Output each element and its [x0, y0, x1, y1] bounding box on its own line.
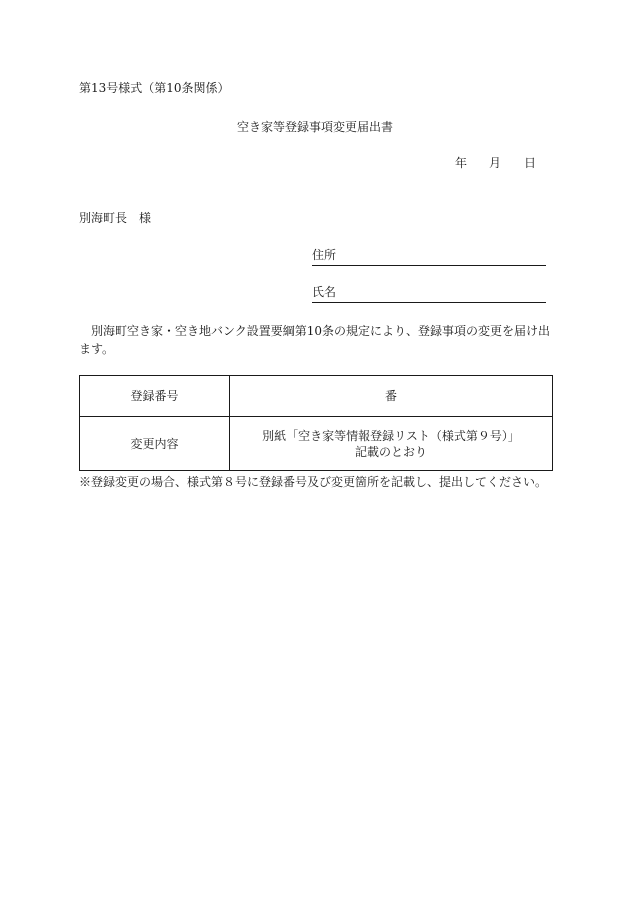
address-field[interactable] — [312, 248, 546, 266]
date-day-label: 日 — [524, 156, 537, 170]
change-content-line-1: 別紙「空き家等情報登録リスト（様式第９号）」 — [262, 428, 520, 443]
registration-table — [79, 375, 553, 471]
registration-number-suffix: 番 — [384, 389, 397, 403]
address-label: 住所 — [312, 248, 337, 262]
registration-number-label: 登録番号 — [80, 376, 230, 417]
addressee: 別海町長 様 — [79, 211, 152, 225]
date-month-label: 月 — [489, 156, 502, 170]
name-field[interactable] — [312, 285, 546, 303]
change-content-cell[interactable] — [230, 417, 553, 471]
name-label: 氏名 — [312, 285, 337, 299]
body-text: 別海町空き家・空き地バンク設置要綱第10条の規定により、登録事項の変更を届け出ます。 — [79, 324, 551, 356]
note-text: ※登録変更の場合、様式第８号に登録番号及び変更箇所を記載し、提出してください。 — [79, 475, 548, 489]
form-number: 第13号様式（第10条関係） — [79, 81, 230, 95]
document-title: 空き家等登録事項変更届出書 — [236, 120, 393, 134]
table-row — [80, 376, 553, 417]
change-content-label: 変更内容 — [80, 417, 230, 471]
change-content-line-2: 記載のとおり — [354, 444, 427, 459]
date-year-label: 年 — [455, 156, 468, 170]
registration-number-cell[interactable] — [230, 376, 553, 417]
table-row — [80, 417, 553, 471]
